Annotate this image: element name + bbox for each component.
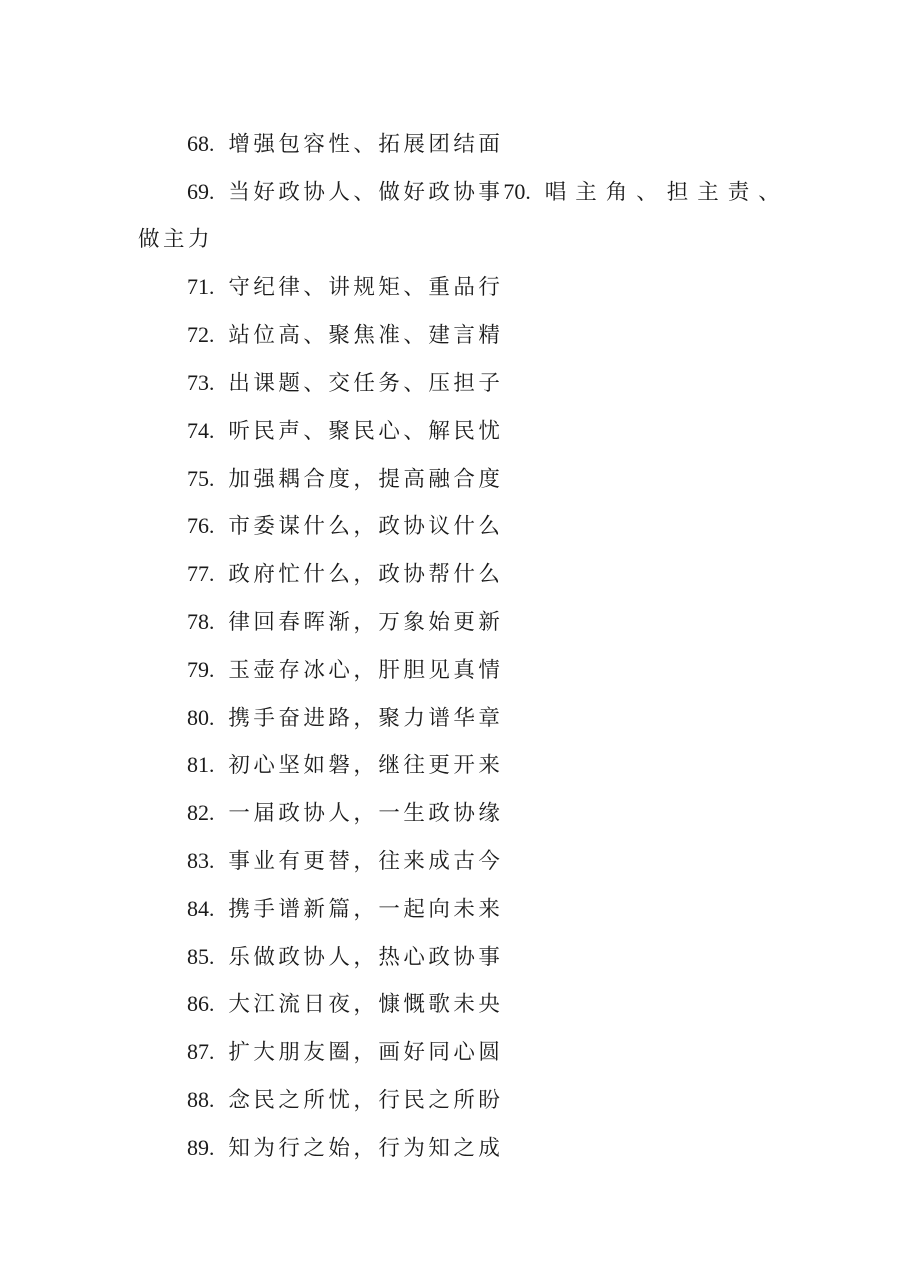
list-item: 71. 守纪律、讲规矩、重品行 (187, 274, 504, 301)
item-text: 律回春晖渐，万象始更新 (228, 609, 504, 635)
item-number: 74 (187, 417, 209, 443)
item-text: 一届政协人，一生政协缘 (228, 801, 504, 827)
item-text: 政府忙什么，政协帮什么 (228, 562, 504, 588)
item-number: 87 (187, 1039, 209, 1065)
item-number: 85 (187, 943, 209, 969)
list-item: 85. 乐做政协人，热心政协事 (187, 943, 504, 970)
item-text: 唱主角、担主责、 (544, 179, 789, 205)
item-text: 加强耦合度，提高融合度 (228, 466, 504, 492)
item-number: 72 (187, 322, 209, 348)
item-number: 86 (187, 991, 209, 1017)
item-number: 80 (187, 704, 209, 730)
list-item: 83. 事业有更替，往来成古今 (187, 847, 504, 874)
item-text: 知为行之始，行为知之成 (228, 1135, 504, 1161)
list-item: 81. 初心坚如磐，继往更开来 (187, 752, 504, 779)
item-number: 76 (187, 513, 209, 539)
list-item: 77. 政府忙什么，政协帮什么 (187, 561, 504, 588)
item-number: 79 (187, 656, 209, 682)
item-number: 68 (187, 131, 209, 156)
list-item: 76. 市委谋什么，政协议什么 (187, 513, 504, 540)
item-text: 玉壶存冰心，肝胆见真情 (228, 657, 504, 683)
item-number: 84 (187, 895, 209, 921)
list-item: 78. 律回春晖渐，万象始更新 (187, 608, 504, 635)
list-item: 75. 加强耦合度，提高融合度 (187, 465, 504, 492)
item-text: 事业有更替，往来成古今 (228, 848, 504, 874)
list-item: 87. 扩大朋友圈，画好同心圆 (187, 1039, 504, 1066)
item-text: 扩大朋友圈，画好同心圆 (228, 1040, 504, 1066)
list-item: 68. 增强包容性、拓展团结面 (187, 131, 504, 157)
item-text: 携手奋进路，聚力谱华章 (228, 705, 504, 731)
item-text: 站位高、聚焦准、建言精 (228, 323, 504, 349)
item-text: 做主力 (138, 226, 214, 252)
list-item: 89. 知为行之始，行为知之成 (187, 1134, 504, 1161)
list-item: 72. 站位高、聚焦准、建言精 (187, 322, 504, 349)
list-item: 73. 出课题、交任务、压担子 (187, 369, 504, 396)
item-number: 69 (187, 178, 209, 204)
list-item: 84. 携手谱新篇，一起向未来 (187, 895, 504, 922)
item-number: 78 (187, 608, 209, 634)
item-number: 70 (503, 178, 526, 204)
item-text: 听民声、聚民心、解民忧 (228, 418, 504, 444)
list-item: 88. 念民之所忧，行民之所盼 (187, 1086, 504, 1113)
item-text: 当好政协人、做好政协事 (228, 179, 504, 205)
item-text: 初心坚如磐，继往更开来 (228, 753, 504, 779)
item-text: 市委谋什么，政协议什么 (228, 514, 504, 540)
item-number: 82 (187, 800, 209, 826)
list-item-continuation (138, 216, 778, 264)
list-item: 79. 玉壶存冰心，肝胆见真情 (187, 656, 504, 683)
list-item: 82. 一届政协人，一生政协缘 (187, 800, 504, 827)
item-number: 77 (187, 561, 209, 587)
item-number: 71 (187, 274, 209, 300)
item-number: 89 (187, 1134, 209, 1160)
item-text: 携手谱新篇，一起向未来 (228, 896, 504, 922)
item-text: 出课题、交任务、压担子 (228, 370, 504, 396)
list-item: 69. 当好政协人、做好政协事70. 唱主角、担主责、 (187, 178, 789, 205)
item-text: 守纪律、讲规矩、重品行 (228, 275, 504, 301)
item-number: 81 (187, 752, 209, 778)
item-number: 83 (187, 847, 209, 873)
item-text: 念民之所忧，行民之所盼 (228, 1087, 504, 1113)
slogan-list (138, 120, 789, 1172)
item-number: 88 (187, 1086, 209, 1112)
item-number: 73 (187, 369, 209, 395)
item-number: 75 (187, 465, 209, 491)
list-item: 86. 大江流日夜，慷慨歌未央 (187, 991, 504, 1018)
list-item: 74. 听民声、聚民心、解民忧 (187, 417, 504, 444)
list-item: 80. 携手奋进路，聚力谱华章 (187, 704, 504, 731)
item-text: 增强包容性、拓展团结面 (228, 132, 504, 157)
item-text: 乐做政协人，热心政协事 (228, 944, 504, 970)
item-text: 大江流日夜，慷慨歌未央 (228, 992, 504, 1018)
